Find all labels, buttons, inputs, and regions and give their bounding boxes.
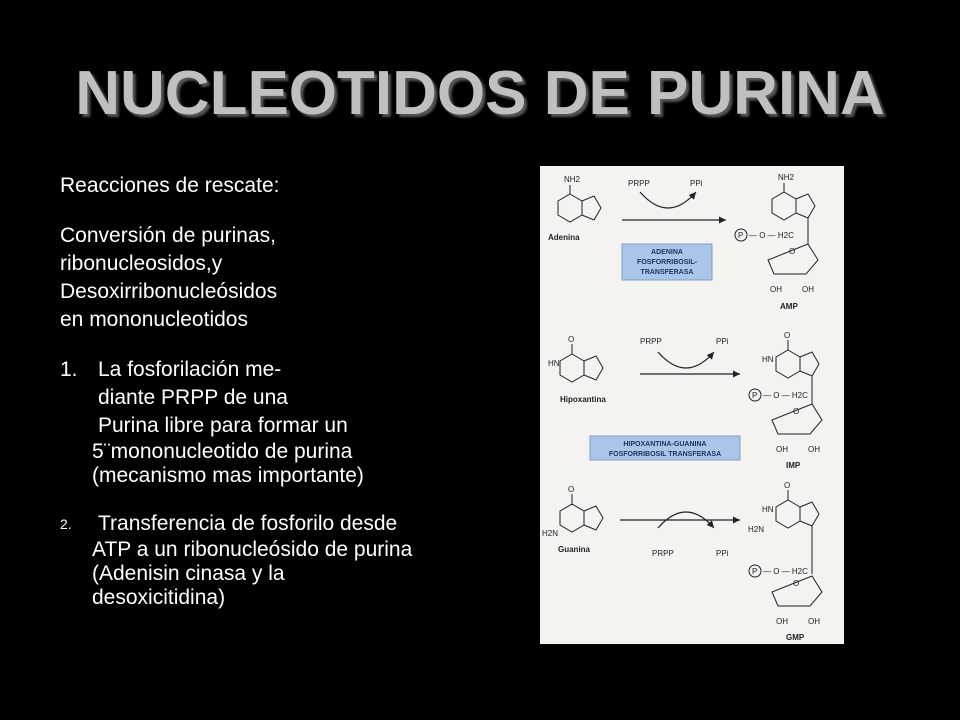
oh-label: OH (808, 445, 820, 454)
list-text: La fosforilación me- (98, 358, 282, 381)
reaction-guanine (542, 481, 822, 642)
list-item-2 (60, 510, 520, 538)
purine-ring-icon (558, 194, 582, 222)
oh-label: OH (776, 445, 788, 454)
salvage-reactions-figure (540, 166, 844, 644)
linker-label: — O — H2C (763, 391, 808, 400)
enzyme-label: FOSFORRIBOSIL TRANSFERASA (608, 451, 722, 458)
reaction-adenine (548, 173, 818, 311)
linker-label: — O — H2C (763, 567, 808, 576)
coproduct-label: PPi (716, 337, 729, 346)
list-text: (mecanismo mas importante) (92, 464, 364, 487)
substituent-label: H2N (748, 525, 765, 534)
cosubstrate-label: PRPP (652, 549, 674, 558)
enzyme-label: ADENINA (651, 249, 683, 256)
list-text: diante PRPP de una (98, 386, 288, 409)
list-text: (Adenisin cinasa y la (92, 562, 285, 585)
oh-label: OH (776, 617, 788, 626)
hn-label: HN (548, 359, 560, 368)
reaction-diagram (540, 166, 844, 644)
enzyme-label: HIPOXANTINA-GUANINA (623, 441, 707, 448)
substituent-label: O (568, 335, 575, 344)
substituent-label: O (784, 331, 791, 340)
substituent-label: NH2 (564, 175, 581, 184)
coproduct-label: PPi (716, 549, 729, 558)
enzyme-label: FOSFORRIBOSIL- (637, 259, 697, 266)
cosubstrate-label: PRPP (628, 179, 650, 188)
purine-ring-icon (772, 192, 796, 220)
substituent-label: H2N (542, 529, 559, 538)
coproduct-label: PPi (690, 179, 703, 188)
text-line: Conversión de purinas, (60, 224, 276, 247)
ring-atom-label: O (789, 247, 796, 256)
substituent-label: NH2 (778, 173, 795, 182)
substituent-label: O (568, 485, 575, 494)
linker-label: — O — H2C (749, 231, 794, 240)
enzyme-label: TRANSFERASA (640, 269, 694, 276)
list-text: 5¨mononucleotido de purina (92, 440, 353, 463)
list-text: ATP a un ribonucleósido de purina (92, 538, 413, 561)
hn-label: HN (762, 355, 774, 364)
ring-atom-label: O (793, 407, 800, 416)
substrate-label: Guanina (558, 545, 591, 554)
oh-label: OH (770, 285, 782, 294)
phosphate-label: P (752, 567, 758, 576)
slide-title: NUCLEOTIDOS DE PURINA (75, 59, 885, 128)
intro-line: Reacciones de rescate: (60, 174, 280, 197)
purine-ring-icon (560, 354, 584, 382)
purine-ring-icon (776, 500, 800, 528)
substituent-label: O (784, 481, 791, 490)
reaction-hypoxanthine (548, 331, 822, 470)
oh-label: OH (808, 617, 820, 626)
phosphate-label: P (738, 231, 744, 240)
text-line: en mononucleotidos (60, 308, 248, 331)
product-label: IMP (786, 461, 801, 470)
purine-ring-icon (776, 350, 800, 378)
phosphate-label: P (752, 391, 758, 400)
text-line: Desoxirribonucleósidos (60, 280, 278, 303)
slide-body (60, 172, 520, 610)
list-number: 2. (60, 516, 72, 532)
ring-atom-label: O (793, 579, 800, 588)
text-line: ribonucleosidos,y (60, 252, 223, 275)
list-text: Transferencia de fosforilo desde (98, 512, 398, 535)
cosubstrate-label: PRPP (640, 337, 662, 346)
purine-ring-icon (560, 504, 584, 532)
product-label: AMP (780, 302, 798, 311)
list-number: 1. (60, 358, 78, 381)
substrate-label: Adenina (548, 233, 580, 242)
hn-label: HN (762, 505, 774, 514)
list-item-1 (60, 356, 520, 384)
list-text: Purina libre para formar un (98, 414, 348, 437)
product-label: GMP (786, 633, 805, 642)
oh-label: OH (802, 285, 814, 294)
substrate-label: Hipoxantina (560, 395, 606, 404)
list-text: desoxicitidina) (92, 586, 226, 609)
